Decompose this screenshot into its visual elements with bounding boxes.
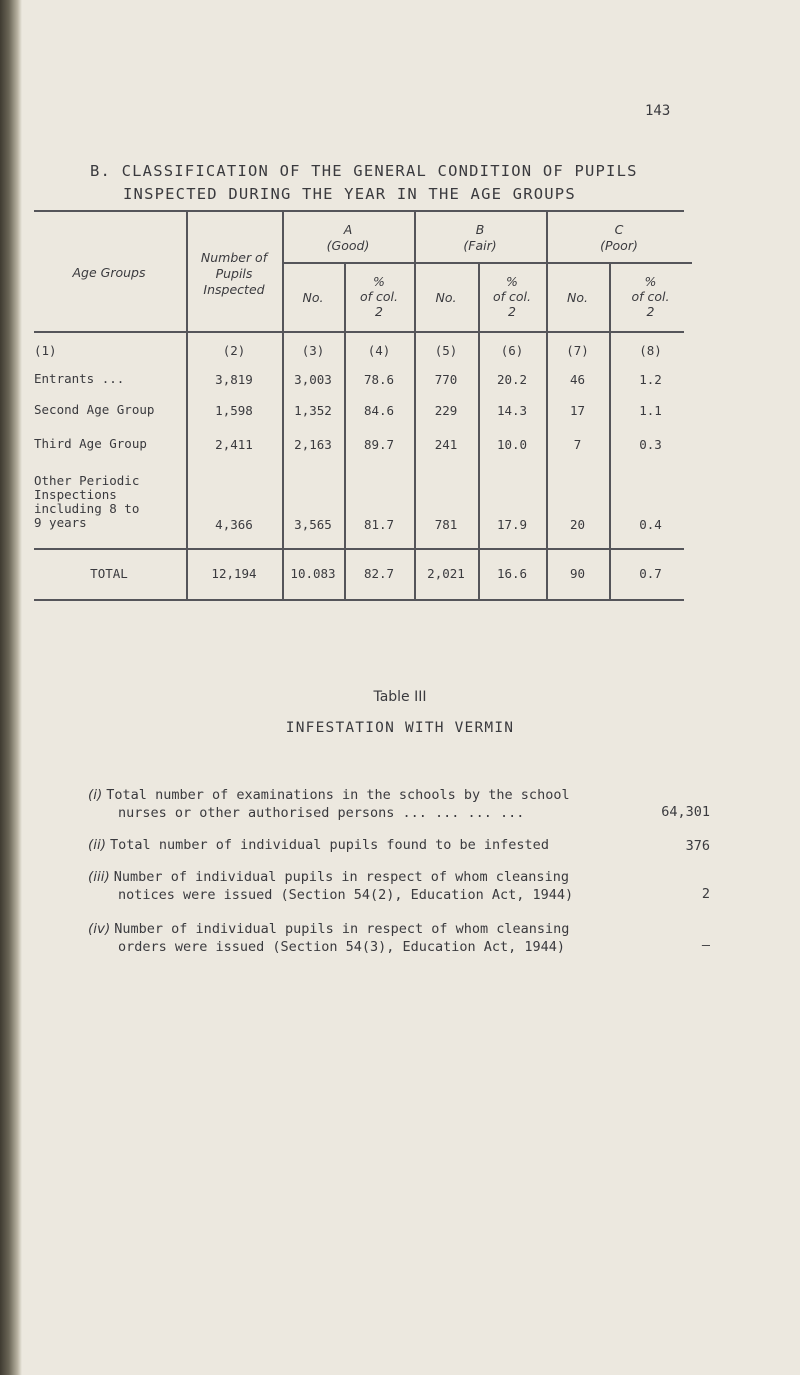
infestation-value-iv: –	[701, 937, 710, 953]
table-cell: 770	[434, 372, 458, 387]
table-cell: 4,366	[215, 517, 253, 532]
header-b-name: (Fair)	[463, 238, 497, 253]
pct-line3: 2	[508, 304, 516, 319]
header-number-line2: Pupils	[215, 266, 253, 281]
row-label-line: including 8 to	[34, 501, 140, 516]
subheader-c-pct	[609, 274, 692, 319]
table-cell: 20.2	[496, 372, 528, 387]
table-cell: 12,194	[211, 566, 257, 581]
header-b-letter: B	[475, 222, 485, 237]
table-cell: 3,565	[294, 517, 332, 532]
table-cell: 81.7	[363, 517, 395, 532]
infestation-value-i: 64,301	[661, 804, 710, 820]
item-text: Number of individual pupils in respect of whom cleansing	[114, 921, 570, 937]
total-top-rule	[34, 548, 684, 550]
item-text-cont: orders were issued (Section 54(3), Education Act, 1944)	[118, 939, 566, 955]
col-number-5: (5)	[434, 343, 458, 358]
col-number-3: (3)	[301, 343, 325, 358]
subheader-b-pct	[478, 274, 546, 319]
table-cell: 241	[434, 437, 458, 452]
infestation-value-ii: 376	[685, 838, 710, 854]
col-number-1: (1)	[34, 343, 57, 358]
row-label-second-age-group: Second Age Group	[34, 402, 155, 417]
header-group-b	[414, 222, 546, 254]
table-cell: 0.3	[639, 437, 662, 452]
col-number-4: (4)	[367, 343, 391, 358]
pct-line1: %	[373, 274, 385, 289]
table-cell: 17.9	[496, 517, 528, 532]
table-cell: 78.6	[363, 372, 395, 387]
pct-line2: of col.	[631, 289, 670, 304]
table-cell: 3,003	[294, 372, 332, 387]
subheader-b-no: No.	[435, 290, 457, 305]
table-cell: 781	[434, 517, 458, 532]
section-title-line2: INSPECTED DURING THE YEAR IN THE AGE GROUPS	[123, 185, 576, 203]
infestation-item-iii	[88, 868, 573, 904]
subheader-a-pct	[344, 274, 414, 319]
item-number: (iv)	[88, 921, 111, 937]
subheader-a-no: No.	[302, 290, 324, 305]
header-a-name: (Good)	[326, 238, 370, 253]
table-cell: 84.6	[363, 403, 395, 418]
section-title-line1: B. CLASSIFICATION OF THE GENERAL CONDITION OF PUPILS	[90, 162, 638, 180]
col-number-6: (6)	[500, 343, 524, 358]
table-cell: 10.083	[290, 566, 336, 581]
pct-line3: 2	[646, 304, 655, 319]
table-cell: 2,411	[215, 437, 253, 452]
table-cell: 90	[569, 566, 586, 581]
col-number-2: (2)	[222, 343, 246, 358]
table-cell: 2,163	[294, 437, 332, 452]
table-cell: 1.1	[639, 403, 662, 418]
infestation-item-ii	[88, 836, 549, 854]
table-cell: 0.4	[639, 517, 662, 532]
header-a-letter: A	[343, 222, 353, 237]
table-cell: 1,352	[294, 403, 332, 418]
header-c-letter: C	[614, 222, 624, 237]
header-number-line1: Number of	[200, 250, 268, 265]
table3-title: Table III	[373, 689, 427, 705]
table-cell: 20	[569, 517, 586, 532]
table-cell: 10.0	[496, 437, 528, 452]
pct-line1: %	[506, 274, 518, 289]
row-label-third-age-group: Third Age Group	[34, 436, 147, 451]
table-cell: 14.3	[496, 403, 528, 418]
section-title	[90, 160, 690, 206]
header-age-groups: Age Groups	[72, 265, 146, 280]
infestation-item-iv	[88, 920, 569, 956]
row-label-line: 9 years	[34, 515, 87, 530]
header-bottom-rule	[34, 331, 684, 333]
table-cell: 82.7	[363, 566, 395, 581]
row-label-total: TOTAL	[90, 566, 128, 581]
pct-line2: of col.	[493, 289, 531, 304]
row-label-entrants: Entrants ...	[34, 371, 125, 386]
table-cell: 229	[434, 403, 458, 418]
page-number: 143	[645, 103, 671, 119]
pct-line3: 2	[375, 304, 383, 319]
table-cell: 0.7	[639, 566, 662, 581]
item-text: Total number of examinations in the schools by the school	[106, 787, 570, 803]
header-c-name: (Poor)	[600, 238, 638, 253]
header-number-inspected	[186, 250, 282, 298]
item-number: (ii)	[88, 837, 107, 853]
col-number-8: (8)	[639, 343, 662, 358]
item-text: Total number of individual pupils found to be infested	[110, 837, 549, 853]
item-text-cont: notices were issued (Section 54(2), Education Act, 1944)	[118, 887, 574, 903]
pct-line2: of col.	[360, 289, 398, 304]
infestation-item-i	[88, 786, 570, 822]
subheader-c-no: No.	[567, 290, 588, 305]
item-text-cont: nurses or other authorised persons ... ... ... ...	[118, 805, 525, 821]
header-group-a	[282, 222, 414, 254]
row-label-line: Inspections	[34, 487, 117, 502]
row-label-other-periodic	[34, 474, 139, 530]
table-cell: 89.7	[363, 437, 395, 452]
page-binding-shadow	[0, 0, 22, 1375]
item-number: (i)	[88, 787, 103, 803]
col-number-7: (7)	[566, 343, 589, 358]
table-cell: 1.2	[639, 372, 662, 387]
table3-subtitle: INFESTATION WITH VERMIN	[285, 720, 515, 736]
row-label-line: Other Periodic	[34, 473, 140, 488]
item-text: Number of individual pupils in respect of whom cleansing	[113, 869, 569, 885]
infestation-value-iii: 2	[701, 886, 710, 902]
table-cell: 16.6	[496, 566, 528, 581]
table-cell: 1,598	[215, 403, 253, 418]
item-number: (iii)	[88, 869, 110, 885]
pct-line1: %	[644, 274, 657, 289]
table-cell: 3,819	[215, 372, 253, 387]
table-cell: 46	[569, 372, 586, 387]
table-bottom-rule	[34, 599, 684, 601]
table-cell: 7	[573, 437, 582, 452]
table-cell: 17	[569, 403, 586, 418]
table-top-rule	[34, 210, 684, 212]
header-number-line3: Inspected	[203, 282, 265, 297]
header-group-c	[546, 222, 692, 254]
table-cell: 2,021	[427, 566, 465, 581]
